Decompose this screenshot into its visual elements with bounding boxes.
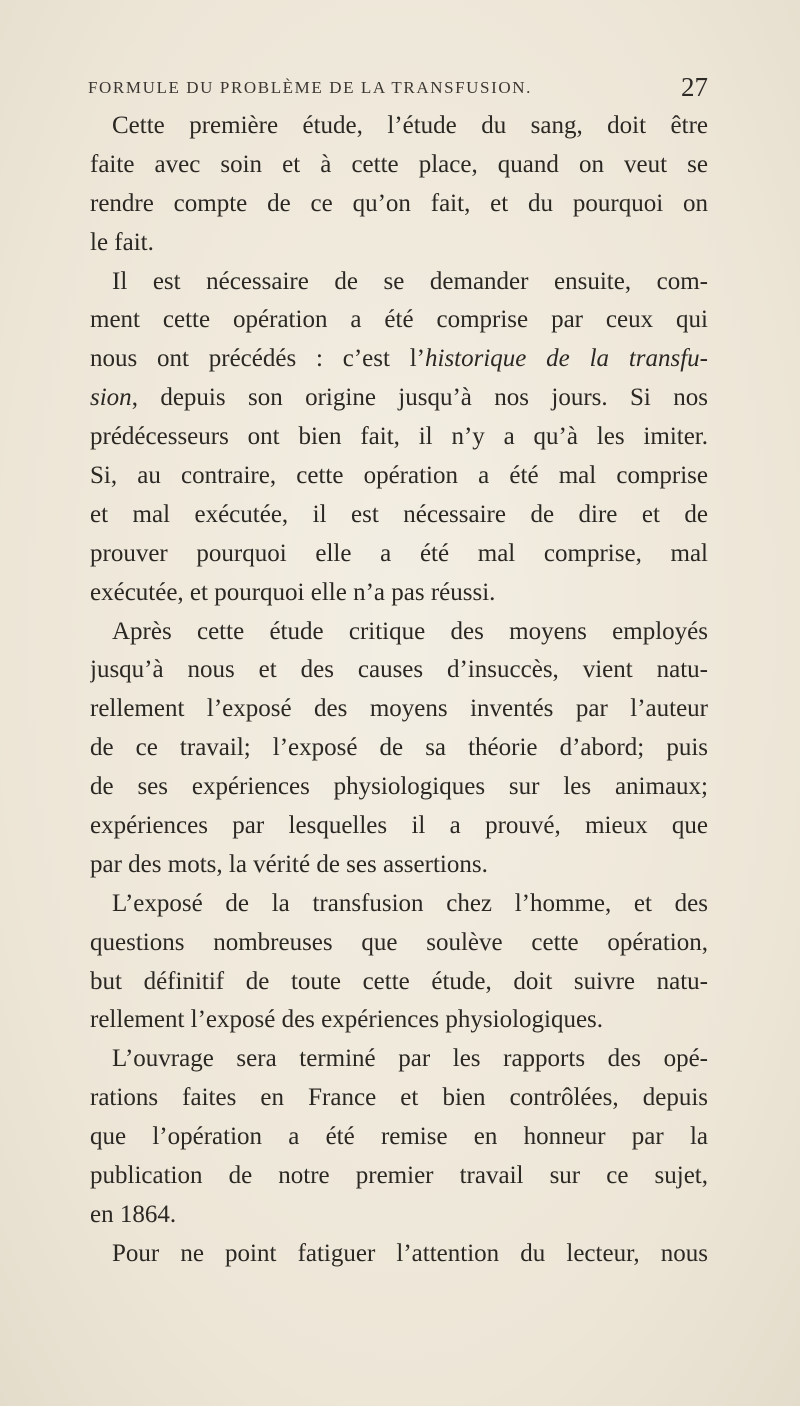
- text-line: [90, 1118, 708, 1157]
- text-line: [90, 574, 708, 613]
- line-text: , depuis son origine jusqu’à nos jours. Si nos: [131, 384, 708, 412]
- line-text: prédécesseurs ont bien fait, il n’y a qu’à les imiter.: [90, 423, 708, 451]
- line-text: le fait.: [90, 228, 154, 256]
- text-line: [90, 963, 708, 1002]
- text-line: [90, 107, 708, 146]
- line-text: que l’opération a été remise en honneur par la: [90, 1123, 708, 1151]
- italic-text: sion: [90, 384, 132, 412]
- line-text: rellement l’exposé des expériences physiologiques.: [90, 1006, 604, 1034]
- line-text: L’exposé de la transfusion chez l’homme, et des: [112, 889, 708, 917]
- line-text: ment cette opération a été comprise par ceux qui: [90, 306, 708, 334]
- line-text: en 1864.: [90, 1200, 177, 1228]
- text-line: [90, 1040, 708, 1079]
- text-line: [90, 846, 708, 885]
- text-line: [90, 535, 708, 574]
- text-line: [90, 224, 708, 263]
- text-line: [90, 340, 708, 379]
- text-line: [90, 1079, 708, 1118]
- line-text: publication de notre premier travail sur ce sujet,: [90, 1162, 708, 1190]
- text-line: [90, 1196, 708, 1235]
- line-text: nous ont précédés : c’est l’: [90, 345, 425, 373]
- line-text: Pour ne point fatiguer l’attention du lecteur, nous: [112, 1239, 708, 1267]
- line-text: rations faites en France et bien contrôlées, depuis: [90, 1084, 708, 1112]
- text-line: [90, 263, 708, 302]
- text-line: [90, 690, 708, 729]
- body-text: [90, 107, 708, 1274]
- italic-text: historique de la transfu-: [425, 345, 708, 373]
- line-text: L’ouvrage sera terminé par les rapports des opé-: [112, 1045, 708, 1073]
- line-text: prouver pourquoi elle a été mal comprise, mal: [90, 539, 708, 567]
- line-text: de ses expériences physiologiques sur les animaux;: [90, 773, 708, 801]
- line-text: rellement l’exposé des moyens inventés par l’auteur: [90, 695, 708, 723]
- text-line: [90, 768, 708, 807]
- text-line: [90, 1001, 708, 1040]
- line-text: et mal exécutée, il est nécessaire de dire et de: [90, 500, 708, 528]
- text-line: [90, 807, 708, 846]
- text-line: [90, 185, 708, 224]
- line-text: faite avec soin et à cette place, quand on veut se: [90, 150, 708, 178]
- text-line: [90, 613, 708, 652]
- text-line: [90, 379, 708, 418]
- running-title: FORMULE DU PROBLÈME DE LA TRANSFUSION.: [88, 78, 532, 97]
- line-text: Il est nécessaire de se demander ensuite, com-: [112, 267, 708, 295]
- line-text: Si, au contraire, cette opération a été mal comprise: [90, 462, 708, 490]
- text-line: [90, 885, 708, 924]
- text-line: [90, 418, 708, 457]
- line-text: but définitif de toute cette étude, doit suivre natu-: [90, 967, 708, 995]
- line-text: expériences par lesquelles il a prouvé, mieux que: [90, 812, 708, 840]
- text-line: [90, 651, 708, 690]
- line-text: de ce travail; l’exposé de sa théorie d’abord; puis: [90, 734, 708, 762]
- line-text: rendre compte de ce qu’on fait, et du pourquoi on: [90, 189, 708, 217]
- text-line: [90, 146, 708, 185]
- line-text: par des mots, la vérité de ses assertions.: [90, 850, 488, 878]
- running-head: [88, 72, 708, 108]
- line-text: exécutée, et pourquoi elle n’a pas réussi.: [90, 578, 496, 606]
- text-line: [90, 924, 708, 963]
- text-line: [90, 301, 708, 340]
- text-line: [90, 496, 708, 535]
- text-line: [90, 729, 708, 768]
- line-text: jusqu’à nous et des causes d’insuccès, vient natu-: [90, 656, 708, 684]
- text-line: [90, 1157, 708, 1196]
- line-text: Après cette étude critique des moyens employés: [112, 617, 708, 645]
- page-number: 27: [681, 72, 708, 102]
- line-text: Cette première étude, l’étude du sang, doit être: [112, 112, 708, 139]
- text-line: [90, 1235, 708, 1274]
- text-line: [90, 457, 708, 496]
- line-text: questions nombreuses que soulève cette opération,: [90, 928, 708, 956]
